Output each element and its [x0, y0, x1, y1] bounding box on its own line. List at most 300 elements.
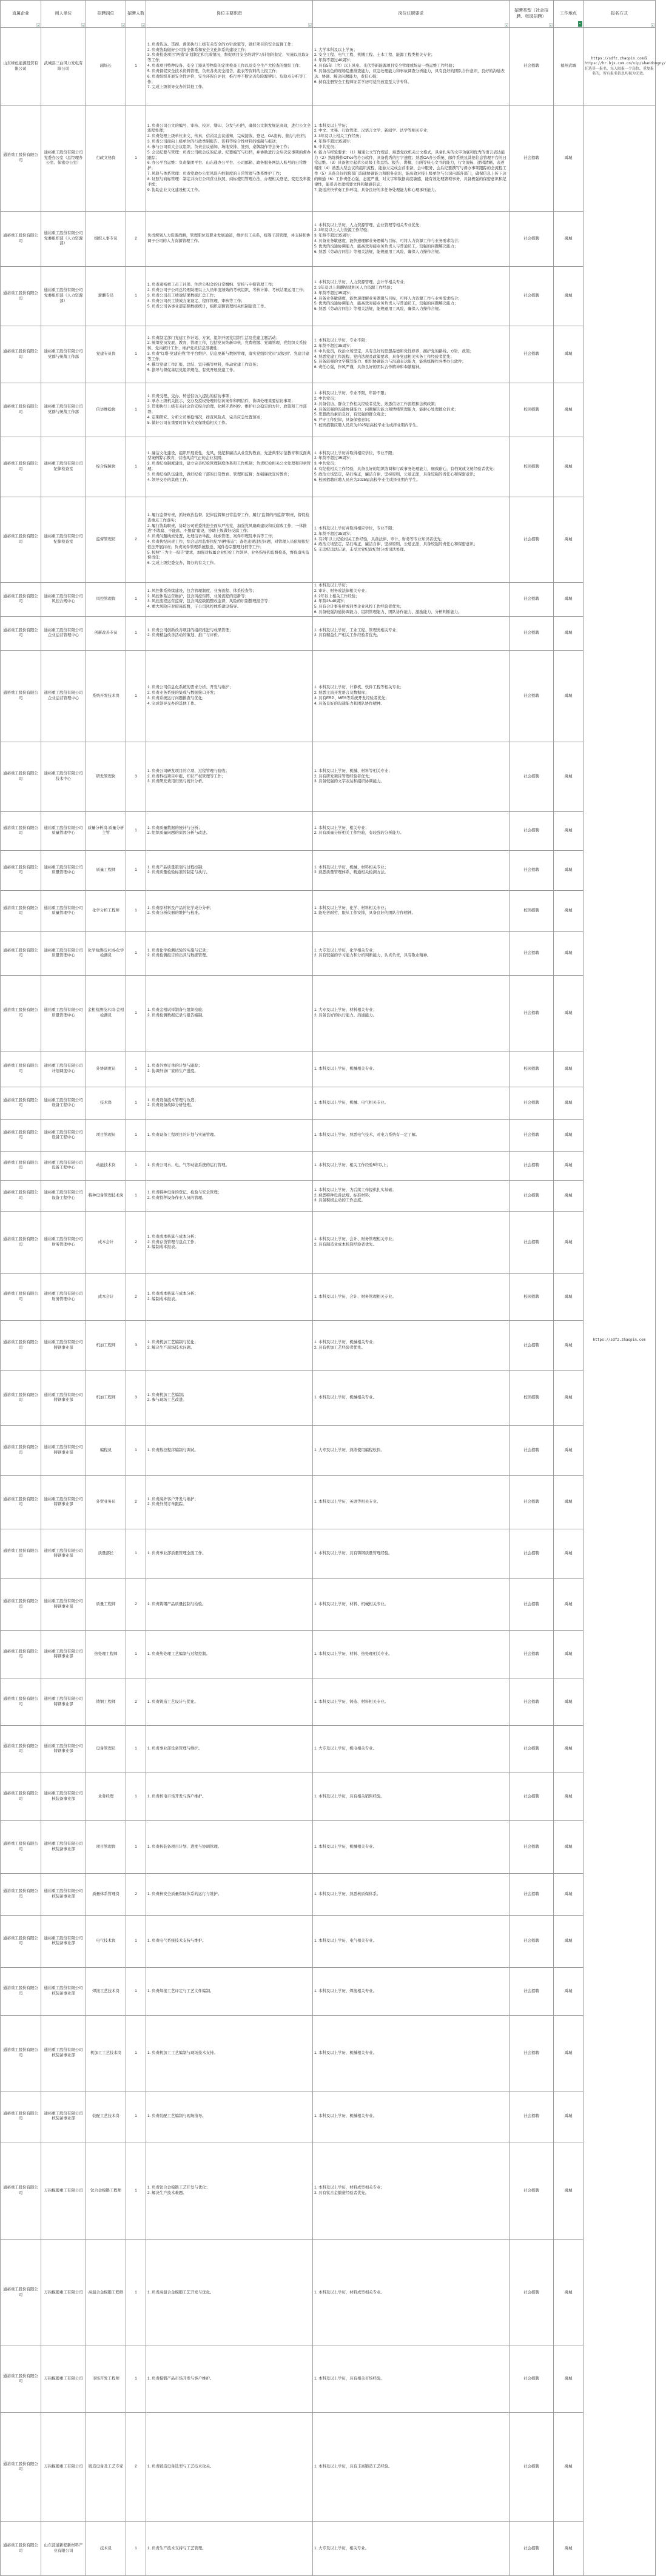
count-cell: 3: [126, 1320, 146, 1370]
company-cell: 通裕重工股份有限公司: [1, 1529, 41, 1578]
table-row: [1, 1967, 656, 2015]
duties-cell: 1. 履行监督专责，抓好政治监督、纪律监督和日常监督工作，履行“监督的再监督”职责，督促检查重点工作落实； 2. 履行协助职责，协助公司党委推进全面从严治党，加强党风廉政建设和反腐败工作，一体推进“不敢腐、不能腐、不想腐”建设，协助上级做好反腐工作； 3. 负责问题线索处置，处理信访举报、线索管理、案件审理及申诉等工作； 4. 负责执纪问责工作，综合运用监督执纪“四种形态”；查处违规违纪问题，对管理人员依规依纪依法开展问责；负责案件管理系统报送、案件卷宗整理归档等工作； 5. 按照“三为主一报告”要求，加强对权属企业纪检工作领导、业务指导和监督检查，督促落实监督责任； 6. 完成上级纪委交办、督办的有关工作。: [146, 497, 313, 583]
table-row: [1, 267, 656, 326]
count-cell: 1: [126, 267, 146, 326]
location-cell: 禹城: [554, 2015, 584, 2091]
company-cell: 通裕重工股份有限公司: [1, 1425, 41, 1475]
requirements-cell: 1. 本科及以上学历，具有丰富锻造工艺经验。: [313, 2412, 510, 2521]
duties-cell: 1. 负责机加工艺编制； 2. 参与现场工艺改进。: [146, 1370, 313, 1425]
unit-cell: 通裕重工股份有限公司 核装备事业部: [41, 1773, 86, 1820]
company-cell: 通裕重工股份有限公司: [1, 2091, 41, 2142]
table-row: [1, 583, 656, 617]
position-cell: 市场开发工程师: [86, 2346, 126, 2412]
location-cell: 禹城: [554, 1425, 584, 1475]
requirements-cell: 1. 本科及以上学历，铸造、材料相关专业。: [313, 1679, 510, 1725]
duties-cell: 1. 负责核安全质量保证体系的运行与维护。: [146, 1873, 313, 1915]
table-row: [1, 1915, 656, 1967]
requirements-cell: 1. 本科及以上学历，计算机、软件工程等相关专业； 2. 熟悉主流开发语言及数据库； 3. 具有ERP、MES等系统开发经验者优先； 4. 具备良好的沟通能力和团队协作精神。: [313, 650, 510, 742]
company-cell: 通裕重工股份有限公司: [1, 811, 41, 850]
type-cell: 社会招聘: [510, 2346, 554, 2412]
requirements-cell: 1. 本科及以上学历，熟悉核质保体系。: [313, 1873, 510, 1915]
company-cell: 通裕重工股份有限公司: [1, 106, 41, 212]
header-company: [1, 1, 41, 28]
duties-cell: 1. 负责通裕重工员工社保、住房公积金的日常缴纳、审核与申报管理工作； 2. 负责公司子公司总经理助理以上人员年度绩效的考核组织、考核计算、考核结果运用工作； 3. 负责公司员工绩效结果数据汇总工作； 4. 负责公司员工绩效方案设定、程序管理、审核等工作； 5. 负责公司各事业部定额数据统计，组织定额管理相关机制建设工作。: [146, 267, 313, 326]
requirements-cell: 1. 本科及以上学历，具有相关市场经验。: [313, 2346, 510, 2412]
company-cell: 通裕重工股份有限公司: [1, 326, 41, 383]
requirements-cell: 1. 本科及以上学历，机械、电气相关专业。: [313, 1087, 510, 1119]
unit-cell: 通裕重工股份有限公司 铸钢事业部: [41, 1370, 86, 1425]
count-cell: 1: [126, 890, 146, 931]
duties-cell: 1. 负责公司信息化系统的需求分析、开发与维护； 2. 负责业务系统的集成与数据接口开发； 3. 负责系统运行问题排查与优化； 4. 完成领导交办的其他工作。: [146, 650, 313, 742]
type-cell: 社会招聘: [510, 1180, 554, 1211]
count-cell: 2: [126, 1679, 146, 1725]
type-cell: 社会招聘: [510, 1211, 554, 1273]
requirements-cell: 1. 大专及以上学历，相关专业。: [313, 2521, 510, 2575]
type-cell: 社会招聘: [510, 28, 554, 106]
header-label: 报名方式: [611, 12, 628, 16]
company-cell: 通裕重工股份有限公司: [1, 890, 41, 931]
position-cell: 成本会计: [86, 1273, 126, 1320]
duties-cell: 1. 负责高温合金模锻工艺开发与优化。: [146, 2239, 313, 2346]
unit-cell: 通裕重工股份有限公司 技术中心: [41, 742, 86, 811]
count-cell: 1: [126, 811, 146, 850]
requirements-cell: 1. 本科及以上学历，机械相关专业。: [313, 2091, 510, 2142]
duties-cell: 1. 负责设备技术管理与改造； 2. 负责设备故障分析处理。: [146, 1087, 313, 1119]
apply-method-link[interactable]: https://sdfz.zhaopin.com或 https://hr.bjx.com.cn/vip/shandongny/ 任选其一报名，每人限报一个岗位，重复报名的，所有报名信息均视为无效。: [584, 28, 656, 106]
location-cell: 禹城: [554, 437, 584, 497]
position-cell: 锻造设备及工艺专家: [86, 2412, 126, 2521]
duties-cell: 1. 负责产品质量策划与过程控制； 2. 负责质量检验标准的制定与执行。: [146, 850, 313, 890]
count-cell: 1: [126, 1425, 146, 1475]
table-row: [1, 2015, 656, 2091]
position-cell: 副场长: [86, 28, 126, 106]
location-cell: 禹城: [554, 1873, 584, 1915]
company-cell: 通裕重工股份有限公司: [1, 2412, 41, 2521]
unit-cell: 通裕重工股份有限公司 质量管理中心: [41, 850, 86, 890]
filter-dropdown-icon[interactable]: [308, 23, 312, 27]
location-cell: 禹城: [554, 616, 584, 650]
company-cell: 通裕重工股份有限公司: [1, 1119, 41, 1151]
type-cell: 社会招聘: [510, 742, 554, 811]
position-cell: 技术岗: [86, 1087, 126, 1119]
duties-cell: 1. 负责焊接工艺评定与工艺文件编制。: [146, 1967, 313, 2015]
unit-cell: 通裕重工股份有限公司 纪律检查室: [41, 437, 86, 497]
type-cell: 社会招聘: [510, 2015, 554, 2091]
location-cell: 禹城: [554, 2239, 584, 2346]
count-cell: 1: [126, 616, 146, 650]
table-row: [1, 1630, 656, 1679]
duties-cell: 1. 负责公司研发项目的立项、过程管理与验收； 2. 负责科技项目申报、知识产权管理等工作； 3. 负责研发费用归集与统计分析。: [146, 742, 313, 811]
type-cell: 社会招聘: [510, 1820, 554, 1873]
position-cell: 化学分析工程师: [86, 890, 126, 931]
position-cell: 钛合金模锻工程师: [86, 2142, 126, 2239]
location-cell: 禹城: [554, 931, 584, 975]
position-cell: 金相检测技术岗-金相检测员: [86, 975, 126, 1051]
position-cell: 系统开发技术岗: [86, 650, 126, 742]
count-cell: 1: [126, 1180, 146, 1211]
duties-cell: 1. 负责外协订单的计划与跟踪； 2. 协调外协厂家的生产进度。: [146, 1051, 313, 1087]
table-row: [1, 1211, 656, 1273]
duties-cell: 负责规划人力资源战略，管理职位及职业发展通道，维护员工关系，统筹干部管理，并支持和协调子公司的人力资源管理工作。: [146, 212, 313, 267]
type-cell: 校园招聘: [510, 890, 554, 931]
duties-cell: 1. 负责核装备项目计划、进度与协调管理。: [146, 1820, 313, 1873]
type-cell: 社会招聘: [510, 1725, 554, 1773]
company-cell: 通裕重工股份有限公司: [1, 1967, 41, 2015]
position-cell: 行政文秘岗: [86, 106, 126, 212]
unit-cell: 通裕重工股份有限公司 设备工程中心: [41, 1119, 86, 1151]
table-row: [1, 1773, 656, 1820]
requirements-cell: 1. 本科及以上学历，工业工程、管理类相关专业； 2. 具有精益生产相关工作经验者优先。: [313, 616, 510, 650]
location-cell: 禹城: [554, 742, 584, 811]
unit-cell: 通裕重工股份有限公司 质量管理中心: [41, 890, 86, 931]
company-cell: 通裕重工股份有限公司: [1, 931, 41, 975]
count-cell: 1: [126, 931, 146, 975]
unit-cell: 通裕重工股份有限公司 财务管理中心: [41, 1211, 86, 1273]
unit-cell: 通裕重工股份有限公司 企业运营管理中心: [41, 616, 86, 650]
unit-cell: 通裕重工股份有限公司 铸钢事业部: [41, 1425, 86, 1475]
company-cell: 通裕重工股份有限公司: [1, 1051, 41, 1087]
position-cell: 党建专员岗: [86, 326, 126, 383]
unit-cell: 通裕重工股份有限公司 质量管理中心: [41, 811, 86, 850]
position-cell: 项目管理岗: [86, 1820, 126, 1873]
company-cell: 通裕重工股份有限公司: [1, 1320, 41, 1370]
company-cell: 通裕重工股份有限公司: [1, 497, 41, 583]
duties-cell: 1. 负责核电市场开发与客户维护。: [146, 1773, 313, 1820]
location-cell: 禹城: [554, 267, 584, 326]
header-type: [510, 1, 554, 28]
company-cell: 通裕重工股份有限公司: [1, 616, 41, 650]
position-cell: 化学检测技术岗-化学检测员: [86, 931, 126, 975]
type-cell: 社会招聘: [510, 650, 554, 742]
unit-cell: 通裕重工股份有限公司 铸钢事业部: [41, 1529, 86, 1578]
duties-cell: 1. 负责数控程序编制与调试。: [146, 1425, 313, 1475]
type-cell: 社会招聘: [510, 2239, 554, 2346]
type-cell: 校园招聘: [510, 1051, 554, 1087]
unit-cell: 通裕重工股份有限公司 财务管理中心: [41, 1273, 86, 1320]
requirements-cell: 1. 大专及以上学历，化学相关专业； 2. 具有较强的学习能力和分析判断能力，认真负责，具有敬业精神。: [313, 931, 510, 975]
unit-cell: 通裕重工股份有限公司 核装备事业部: [41, 1820, 86, 1873]
apply-method-link[interactable]: https://sdfz.zhaopin.com: [584, 106, 656, 2576]
requirements-cell: 1. 本科及以上学历，机械、材料相关专业； 2. 熟悉质量管理体系，精通相关检测方法。: [313, 850, 510, 890]
type-cell: 社会招聘: [510, 811, 554, 850]
position-cell: 电气技术岗: [86, 1915, 126, 1967]
location-cell: 禹城: [554, 1051, 584, 1087]
table-row: [1, 326, 656, 383]
position-cell: 风控管理岗: [86, 583, 126, 617]
unit-cell: 通裕重工股份有限公司 铸钢事业部: [41, 1725, 86, 1773]
type-cell: 社会招聘: [510, 106, 554, 212]
company-cell: 通裕重工股份有限公司: [1, 650, 41, 742]
position-cell: 组织人事专员: [86, 212, 126, 267]
table-row: [1, 850, 656, 890]
duties-cell: 1. 负责公司水、电、气等动能系统的运行管理。: [146, 1151, 313, 1180]
type-cell: 社会招聘: [510, 1087, 554, 1119]
unit-cell: 通裕重工股份有限公司 铸钢事业部: [41, 1475, 86, 1529]
count-cell: 1: [126, 650, 146, 742]
table-row: [1, 1725, 656, 1773]
header-row: [1, 1, 656, 28]
company-cell: 通裕重工股份有限公司: [1, 2015, 41, 2091]
table-row: [1, 1180, 656, 1211]
position-cell: 薪酬专员: [86, 267, 126, 326]
company-cell: 通裕重工股份有限公司: [1, 2346, 41, 2412]
location-cell: 禹城: [554, 850, 584, 890]
table-row: [1, 890, 656, 931]
filter-dropdown-icon[interactable]: [549, 23, 553, 27]
location-cell: 禹城: [554, 1273, 584, 1320]
location-cell: 禹城: [554, 1915, 584, 1967]
position-cell: 质量分析岗-质量分析主管: [86, 811, 126, 850]
requirements-cell: 1. 本科及以上学历，材料、机械相关专业。: [313, 1578, 510, 1630]
requirements-cell: 1. 本科及以上学历，会计、财务管理相关专业； 2. 具有制造业成本核算经验者优先。: [313, 1211, 510, 1273]
count-cell: 1: [126, 850, 146, 890]
unit-cell: 通裕重工股份有限公司 纪律检查室: [41, 497, 86, 583]
filter-dropdown-icon[interactable]: [141, 23, 145, 27]
count-cell: 3: [126, 1370, 146, 1425]
table-row: [1, 650, 656, 742]
location-cell: 禹城: [554, 1529, 584, 1578]
count-cell: 1: [126, 1630, 146, 1679]
position-cell: 项目管理员: [86, 1119, 126, 1151]
requirements-cell: 1. 本科及以上学历，具有铸钢质量管理经验。: [313, 1529, 510, 1578]
count-cell: 1: [126, 1051, 146, 1087]
requirements-cell: 1. 本科及以上学历，熟悉电气技术，对电力系统有一定了解。: [313, 1119, 510, 1151]
company-cell: 通裕重工股份有限公司: [1, 1273, 41, 1320]
company-cell: 通裕重工股份有限公司: [1, 1370, 41, 1425]
requirements-cell: 1. 本科及以上学历，为后续工作提供扎实基础； 2. 熟悉特种设备法规、标准材料； 3. 具备积极主动的工作态度。: [313, 1180, 510, 1211]
duties-cell: 1. 负责特种设备的登记、检验与安全管理； 2. 负责特种设备作业人员的管理。: [146, 1180, 313, 1211]
position-cell: 机加工程师: [86, 1320, 126, 1370]
location-cell: 禹城: [554, 212, 584, 267]
count-cell: 2: [126, 1475, 146, 1529]
location-cell: 禹城: [554, 2346, 584, 2412]
duties-cell: 1. 负责锻造设备选型与工艺技术攻关。: [146, 2412, 313, 2521]
filter-dropdown-icon[interactable]: [651, 23, 654, 27]
table-row: [1, 383, 656, 437]
location-cell: 禹城: [554, 383, 584, 437]
position-cell: 机加工程师: [86, 1370, 126, 1425]
unit-cell: 通裕重工股份有限公司 风控合规中心: [41, 583, 86, 617]
header-location: [554, 1, 584, 28]
unit-cell: 通裕重工股份有限公司 设备工程中心: [41, 1087, 86, 1119]
duties-cell: 1. 廉洁文化建设，组织开展党性、党风、党纪和廉洁从业宣传教育，先进典型示范教育和反面典型案例警示教育，营造风清气正的企业氛围； 2. 负责纪检制度建设，建立完善纪检管理制度体系和工作机制；负责纪检相关公文处理和印章管理； 3. 负责纪检队伍建设，做好纪检干部的日常教育、管理和监督；加强廉政宣传教育； 4. 领导交办的其他工作。: [146, 437, 313, 497]
header-label: 招聘人数: [127, 12, 144, 16]
company-cell: 通裕重工股份有限公司: [1, 1725, 41, 1773]
table-row: [1, 2239, 656, 2346]
requirements-cell: 1. 本科及以上学历，人力资源管理、企业管理等相关专业优先； 2. 3年及以上人力资源工作经验； 3. 年龄不超过35周岁； 4. 具备业务敏感度，能快速理解业务逻辑与目标，可将人力资源工作与业务需求结合； 5. 优秀的沟通协调能力，能高效对接业务负责人与普通员工，较强的问题解决能力； 6. 熟悉《劳动合同法》等相关法规，能规避用工风险，确保人力操作合规。: [313, 212, 510, 267]
location-cell: 禹城: [554, 1119, 584, 1151]
duties-cell: 1. 负责质量数据的统计与分析； 2. 组织质量问题的原因分析与改进。: [146, 811, 313, 850]
filter-dropdown-icon[interactable]: [81, 23, 85, 27]
type-cell: 校园招聘: [510, 1370, 554, 1425]
header-duties: [146, 1, 313, 28]
duties-cell: 1. 负责钛合金模锻工艺开发与优化； 2. 解决生产技术难题。: [146, 2142, 313, 2239]
table-row: [1, 28, 656, 106]
requirements-cell: 1. 本科及以上学历，材料、热处理相关专业。: [313, 1630, 510, 1679]
location-cell: 禹城: [554, 1211, 584, 1273]
type-cell: 社会招聘: [510, 1967, 554, 2015]
header-requirements: [313, 1, 510, 28]
count-cell: 1: [126, 326, 146, 383]
requirements-cell: 1. 大专及以上学历，熟练使用编程软件。: [313, 1425, 510, 1475]
position-cell: 监督管理员: [86, 497, 126, 583]
type-cell: 社会招聘: [510, 2521, 554, 2575]
requirements-cell: 1. 本科及以上学历，化学、材料相关专业； 2. 能吃苦耐劳，服从工作安排，具备良好的团队合作精神。: [313, 890, 510, 931]
company-cell: 通裕重工股份有限公司: [1, 383, 41, 437]
duties-cell: 1. 负责铸造工艺设计与优化。: [146, 1679, 313, 1725]
header-label: 工作地点: [560, 12, 577, 16]
table-body: [1, 28, 666, 2576]
filter-dropdown-icon[interactable]: [121, 23, 125, 27]
count-cell: 1: [126, 1820, 146, 1873]
type-cell: 社会招聘: [510, 975, 554, 1051]
header-unit: [41, 1, 86, 28]
count-cell: 1: [126, 1119, 146, 1151]
duties-cell: 1. 负责装配工艺编制与现场指导。: [146, 2091, 313, 2142]
duties-cell: 1. 负责制定部门党建工作计划、方案，组织开展党组织生活及党建主题活动； 2. 统筹党员发展、教育、管理工作，包括党员纳新审核、党费收缴、党籍管理、党组织关系接转、党内统计工作，维护党员信息准确性； 3. 负责“灯塔-党建在线”等平台维护、信息更新与数据管理，落实党组织党员“双报到”、党建共建等工作； 4. 撰写党建工作汇报、总结、宣传稿等材料，推动党建工作宣传； 5. 指导与督促基层党组织规范、有效开展党建工作。: [146, 326, 313, 383]
location-cell: 禹城: [554, 2412, 584, 2521]
location-cell: 禹城: [554, 1679, 584, 1725]
unit-cell: 通裕重工股份有限公司 铸钢事业部: [41, 1320, 86, 1370]
company-cell: 通裕重工股份有限公司: [1, 1679, 41, 1725]
table-row: [1, 1151, 656, 1180]
position-cell: 特种设备管理技术岗: [86, 1180, 126, 1211]
duties-cell: 1. 负责成本核算与成本分析； 2. 编制成本报表。: [146, 1273, 313, 1320]
position-cell: 技术员: [86, 2521, 126, 2575]
count-cell: 2: [126, 1578, 146, 1630]
table-row: [1, 742, 656, 811]
requirements-cell: 1. 本科及以上学历； 2. 中文、文秘、行政管理、汉语言文学、新闻学、法学等相关专业； 3. 3年及以上相关工作经历； 4. 年龄不超过35周岁； 5. 中共党员； 6. 能力与经验要求：（1）精通公文写作规范，熟悉党政机关公文格式，具备扎实的文字功底和优秀的语言表达能力（2）熟练操作Office等办公软件，具备优秀的打字速度；熟悉OA办公系统、邮件系统及其他信息管理平台的日常运维。（3）具备独立起草公司级工作总结、报告、讲稿、公函等核心文书的能力，行文流畅、逻辑清晰、表述精准（4）熟悉大型会议的组织流程，能独立完成会前准备、会中服务、会后纪要撰写与督办事项跟踪的全流程工作（5）具备良好的跨部门沟通协调能力和服务意识，能高效对接上级单位与公司内部各部门，确保信息上传下达的畅通（6）工作责任心强，态度严谨，对文字和数据高度敏感，能有效处理繁琐事务，具备极强的保密意识和纪律性，能妥善处理机要文件和敏感信息； 7. 能适应快节奏工作环境，具备良好的多任务处理能力和心理承压能力。: [313, 106, 510, 212]
table-row: [1, 1873, 656, 1915]
type-cell: 社会招聘: [510, 1119, 554, 1151]
duties-cell: 1. 负责原材料及产品的化学成分分析； 2. 负责分析仪器的维护与校准。: [146, 890, 313, 931]
location-cell: 禹城: [554, 1578, 584, 1630]
requirements-cell: 1. 本科及以上学历，相关专业； 2. 具有质量分析相关工作经验，有较强的分析能力。: [313, 811, 510, 850]
table-row: [1, 1425, 656, 1475]
table-row: [1, 811, 656, 850]
requirements-cell: 1. 本科及以上学历，机械相关专业。: [313, 1370, 510, 1425]
type-cell: 社会招聘: [510, 1773, 554, 1820]
company-cell: 通裕重工股份有限公司: [1, 2521, 41, 2575]
company-cell: 通裕重工股份有限公司: [1, 212, 41, 267]
company-cell: 通裕重工股份有限公司: [1, 1578, 41, 1630]
type-cell: 社会招聘: [510, 2412, 554, 2521]
requirements-cell: 1. 本科及以上学历，机械、材料等相关专业； 2. 具有研发项目管理经验者优先； 3. 具备较强的文字表达和组织协调能力。: [313, 742, 510, 811]
company-cell: 通裕重工股份有限公司: [1, 1630, 41, 1679]
table-row: [1, 1370, 656, 1425]
header-label: 岗位任职要求: [398, 12, 424, 16]
position-cell: 质量体系管理岗: [86, 1873, 126, 1915]
requirements-cell: 1. 本科及以上学历，焊接相关专业。: [313, 1967, 510, 2015]
filter-dropdown-icon[interactable]: [505, 23, 508, 27]
type-cell: 社会招聘: [510, 1475, 554, 1529]
filter-dropdown-icon[interactable]: [36, 23, 40, 27]
company-cell: 通裕重工股份有限公司: [1, 1773, 41, 1820]
table-row: [1, 1820, 656, 1873]
requirements-cell: 1. 本科及以上学历，专业不限； 2. 年龄不超过35周岁； 3. 中共党员，政治立场坚定，具有良好的思想品德和党性修养，拥护党的路线、方针、政策； 4. 熟悉党建工作流程、党内法规及政策要求，具备党建相关实务工作经验者优先； 5. 具备较强的文字撰写能力、组织协调能力与沟通表达能力，能熟练操作各类办公软件； 6. 责任心强，作风严谨，具备良好的团队合作精神和奉献精神。: [313, 326, 510, 383]
company-cell: 通裕重工股份有限公司: [1, 1211, 41, 1273]
requirements-cell: 1. 大专及以上学历，材料相关专业； 2. 具备良好的执行能力、沟通能力。: [313, 975, 510, 1051]
requirements-cell: 1. 本科及以上学历并取得相应学位，专业不限； 2. 年龄不超过35周岁； 3. 中共党员； 4. 有纪检相关工作经验，具备良好的组织协调和行政事务处理能力，细致耐心，有档案或文秘经验者优先； 5. 政治立场坚定，品行端正，廉洁自律，坚持原则，公道正派，具备较强的责任心和保密意识； 6. 校园招聘应聘人员应为2025届高校毕业生或择业期内学生。: [313, 437, 510, 497]
type-cell: 社会招聘: [510, 616, 554, 650]
table-row: [1, 1087, 656, 1119]
table-row: [1, 1529, 656, 1578]
requirements-cell: 1. 大专及以上学历，机电相关专业。: [313, 1725, 510, 1773]
company-cell: 通裕重工股份有限公司: [1, 1873, 41, 1915]
count-cell: 1: [126, 1087, 146, 1119]
requirements-cell: 1. 本科及以上学历，机械相关专业。: [313, 2015, 510, 2091]
position-cell: 质量工程师: [86, 850, 126, 890]
duties-cell: 1. 负责受理、交办、转送信访人提出的信访事项； 2. 承办上级机关批示、交办及授权处理的信访案件和网信件，协调处理重要信访事项； 3. 贯彻执行上级有关社会治安综合治理、化解矛盾纠纷、维护社会稳定的方针、政策和工作部署； 4. 定期研究、分析公司维稳情况，排查风险点，完善应急处置预案； 5. 做好公司在重要时间节点安保维稳相关工作。: [146, 383, 313, 437]
location-cell: 德州武城: [554, 28, 584, 106]
count-cell: 1: [126, 28, 146, 106]
count-cell: 1: [126, 437, 146, 497]
type-cell: 社会招聘: [510, 212, 554, 267]
requirements-cell: 1. 本科及以上学历，专业不限，年龄不限； 2. 中共党员； 3. 具备信访、群众工作相关经验者优先，熟悉信访工作流程和法规政策； 4. 具备较强的沟通协调能力、问题解决能力和情绪管理能力，能耐心处理群众诉求； 5. 思想政治素质良好，有较强的群众观念； 6. 严守工作纪律，具备保密意识； 7. 校园招聘应聘人员应为2025届高校毕业生或择业期内学生。: [313, 383, 510, 437]
location-cell: 禹城: [554, 106, 584, 212]
count-cell: 1: [126, 1725, 146, 1773]
type-cell: 社会招聘: [510, 1320, 554, 1370]
company-cell: 通裕重工股份有限公司: [1, 1180, 41, 1211]
unit-cell: 通裕重工股份有限公司 核装备事业部: [41, 1915, 86, 1967]
location-cell: 禹城: [554, 650, 584, 742]
count-cell: 2: [126, 1873, 146, 1915]
company-cell: 山东绿色能源投资有限公司: [1, 28, 41, 106]
count-cell: 1: [126, 1151, 146, 1180]
company-cell: 通裕重工股份有限公司: [1, 742, 41, 811]
type-cell: 校园招聘: [510, 437, 554, 497]
header-label: 岗位主要职责: [217, 12, 242, 16]
duties-cell: 1. 负责机加工艺编制与优化； 2. 解决生产现场技术问题。: [146, 1320, 313, 1370]
duties-cell: 1. 负责电气系统技术支持与维护。: [146, 1915, 313, 1967]
company-cell: 通裕重工股份有限公司: [1, 2239, 41, 2346]
duties-cell: 1. 负责机加工工艺编制与现场技术支持。: [146, 2015, 313, 2091]
count-cell: 1: [126, 2015, 146, 2091]
duties-cell: 1. 负责成本核算与成本分析； 2. 负责存货管理与盘点工作； 3. 编制成本报表。: [146, 1211, 313, 1273]
location-cell: 禹城: [554, 583, 584, 617]
location-cell: 禹城: [554, 1475, 584, 1529]
header-label: 直属企业: [12, 12, 29, 16]
count-cell: 1: [126, 2521, 146, 2575]
table-row: [1, 1475, 656, 1529]
requirements-cell: 1. 大学本科及以上学历； 2. 安全工程、电气工程、机械工程、土木工程、能源工程类相关专业； 3. 年龄不超过40周岁； 4. 具有5年（含）以上风电、光伏等新能源项目安全管理或场站一线运维工作经验； 5. 具备出色的现场隐患排查能力、应急处理能力和事故调查分析能力，具有良好的团队合作意识，良好的沟通表达、协调、解决问题能力，责任心强； 6. 持有注册安全工程师证者学历可适当放宽至大学专科。: [313, 28, 510, 106]
duties-cell: 1. 负责生产技术支持与工艺管理。: [146, 2521, 313, 2575]
header-label: 招聘类型（社会招聘、校园招聘）: [514, 8, 548, 19]
duties-cell: 1. 负责公司创新改善项目的组织推进与成果管理； 2. 负责精益改善活动的策划、推广与评价。: [146, 616, 313, 650]
filter-active-icon[interactable]: [578, 21, 582, 27]
count-cell: 1: [126, 106, 146, 212]
duties-cell: 1. 负责公司公文的编号、审核、校对、缮印、分发与归档，确保公文制发规范高效，进行公文全流程处理； 2. 负责处理上级单位来文、传真、信函及会议通知，完成接收、登记、OA流转、催办与归档； 3. 负责公司面向上级单位的行政类别报告、资料等综合性材料的编制与报送； 4. 参与公司重大会议组织，负责会议通知、场地安排、签到、桌牌制作等会务工作； 5. 会议纪要与管理：负责公司级会议的记录、纪要编写与归档，并协助进行会后决议事项的督办跟踪； 6. 办公平台运维：负责集团平台、山东通办公平台、公司邮箱、政务服务网法人账号的日常维护； 7. 风险与体系管理：负责党政办公室风险内控制度的日常管理与体系维护工作； 8. 证照与商标管理：制定并执行公司营业执照、商标使用管理办法，办理相关登记、变更及年报手续； 9. 协助企业文化建设相关工作。: [146, 106, 313, 212]
unit-cell: 山东浸道新程新材料产业有限公司: [41, 2521, 86, 2575]
unit-cell: 通裕重工股份有限公司 核装备事业部: [41, 2015, 86, 2091]
requirements-cell: 1. 本科及以上学历，材料成型相关专业。: [313, 2239, 510, 2346]
duties-cell: 1. 风控体系持续建设，包含管理制度、业务流程、体系检查等； 2. 风控体系运营维护，包含风控矩阵、业务流程的更新等； 3. 风控流程运营监督，包含风控缺陷整改监督、风险的识别整理报告等； 4. 重大风险应对措施监督，子公司风控体系建设指导。: [146, 583, 313, 617]
table-row: [1, 1578, 656, 1630]
count-cell: 1: [126, 2142, 146, 2239]
type-cell: 社会招聘: [510, 931, 554, 975]
requirements-cell: 1. 本科及以上学历，会计、财务管理相关专业。: [313, 1273, 510, 1320]
type-cell: 社会招聘: [510, 2091, 554, 2142]
duties-cell: 1. 负责化学检测试验的实施与记录； 2. 负责检测报告的出具与数据管理。: [146, 931, 313, 975]
position-cell: 外贸业务员: [86, 1475, 126, 1529]
type-cell: 社会招聘: [510, 1630, 554, 1679]
requirements-cell: 1. 本科及以上学历，人力资源管理、会计学相关专业； 2. 3年及以上薪酬绩效相关人力资源工作经验； 3. 年龄不超过35周岁； 4. 具备业务敏感度，能快速理解业务逻辑与目标，可将人力资源工作与业务需求结合； 5. 优秀的沟通协调能力，能高效对接业务负责人与普通员工，较强的问题解决能力； 6. 熟悉《劳动合同法》等相关法规，能规避用工风险，确保人力操作合规。: [313, 267, 510, 326]
location-cell: 禹城: [554, 497, 584, 583]
type-cell: 社会招聘: [510, 583, 554, 617]
table-row: [1, 1119, 656, 1151]
company-cell: 通裕重工股份有限公司: [1, 1475, 41, 1529]
count-cell: 2: [126, 212, 146, 267]
